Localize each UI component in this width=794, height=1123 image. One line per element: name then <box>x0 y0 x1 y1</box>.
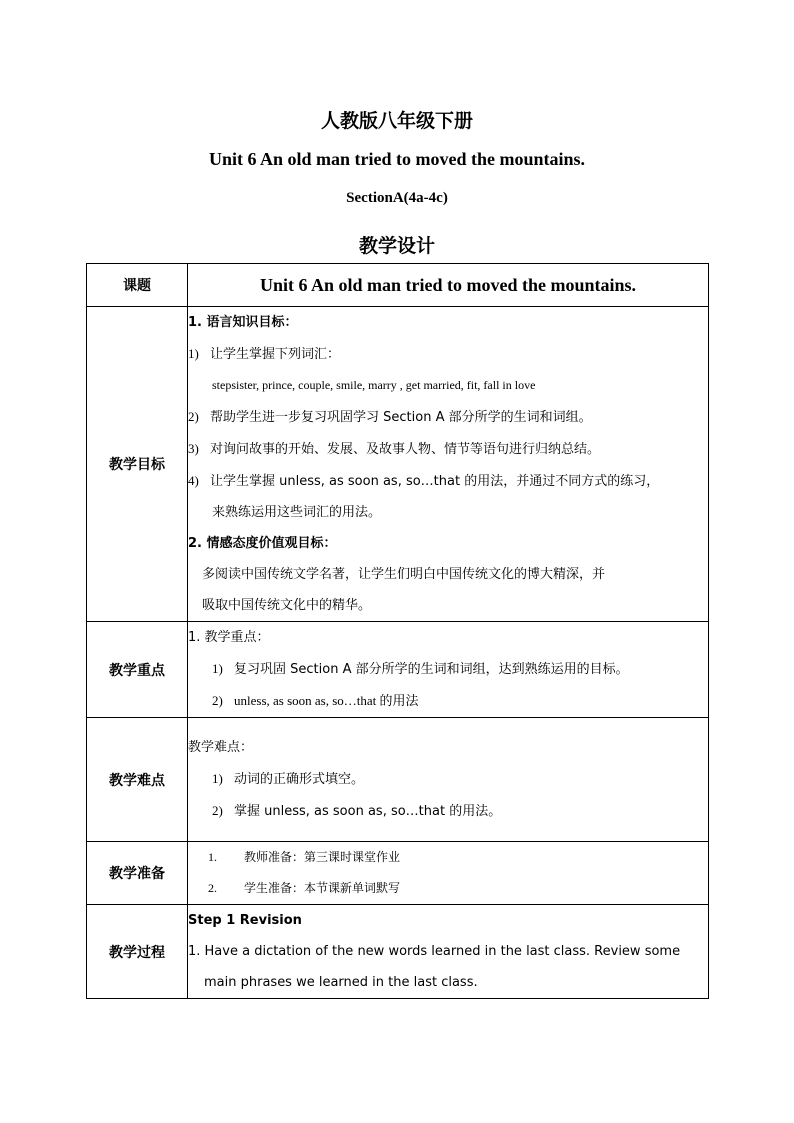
vocab-list: stepsister, prince, couple, smile, marry , get married, fit, fall in love <box>212 378 536 392</box>
goal-item: 3) 对询问故事的开始、发展、及故事人物、情节等语句进行归纳总结。 <box>188 441 601 457</box>
preparation-item: 2. 学生准备：本节课新单词默写 <box>208 881 401 895</box>
key-points-label: 教学重点 <box>87 622 188 718</box>
goals-label: 教学目标 <box>87 307 188 622</box>
goal-item: 2) 帮助学生进一步复习巩固学习 Section A 部分所学的生词和词组。 <box>188 409 592 425</box>
table-row <box>87 905 709 999</box>
preparation-label: 教学准备 <box>87 842 188 905</box>
key-points-heading: 1. 教学重点： <box>188 630 270 645</box>
process-line: main phrases we learned in the last class. <box>204 975 478 990</box>
unit-title: Unit 6 An old man tried to moved the mountains. <box>208 149 586 169</box>
emotion-goal-line: 多阅读中国传统文学名著，让学生们明白中国传统文化的博大精深，并 <box>202 567 606 582</box>
key-point-item: 2) unless, as soon as, so…that 的用法 <box>212 693 419 708</box>
emotion-goal-line: 吸取中国传统文化中的精华。 <box>202 598 372 613</box>
goals-cell <box>188 307 709 622</box>
topic-value: Unit 6 An old man tried to moved the mountains. <box>188 264 709 307</box>
difficulties-label: 教学难点 <box>87 718 188 842</box>
difficulties-cell <box>188 718 709 842</box>
process-label: 教学过程 <box>87 905 188 999</box>
difficulty-item: 1) 动词的正确形式填空。 <box>212 771 365 787</box>
process-line: 1. Have a dictation of the new words learned in the last class. Review some <box>188 944 681 959</box>
document-title: 人教版八年级下册 <box>320 110 473 132</box>
step-heading: Step 1 Revision <box>188 913 302 928</box>
design-heading: 教学设计 <box>358 235 435 257</box>
difficulty-item: 2) 掌握 unless, as soon as, so…that 的用法。 <box>212 803 502 819</box>
preparation-item: 1. 教师准备：第三课时课堂作业 <box>208 850 401 864</box>
table-row <box>87 307 709 622</box>
goal-item: 1) 让学生掌握下列词汇： <box>188 346 341 362</box>
table-row <box>87 718 709 842</box>
lesson-plan-table <box>86 263 709 999</box>
difficulties-heading: 教学难点： <box>188 740 254 755</box>
goals-heading-2: 2. 情感态度价值观目标： <box>188 536 337 551</box>
section-title: SectionA(4a-4c) <box>346 190 448 206</box>
process-cell <box>188 905 709 999</box>
topic-label: 课题 <box>87 264 188 307</box>
table-row <box>87 264 709 307</box>
goals-heading-1: 1. 语言知识目标： <box>188 315 298 330</box>
key-point-item: 1) 复习巩固 Section A 部分所学的生词和词组，达到熟练运用的目标。 <box>212 661 629 677</box>
preparation-cell <box>188 842 709 905</box>
goal-item: 4) 让学生掌握 unless, as soon as, so…that 的用法，并通过不同方式的练习， <box>188 473 660 489</box>
table-row <box>87 622 709 718</box>
goal-item-continued: 来熟练运用这些词汇的用法。 <box>212 505 382 520</box>
key-points-cell <box>188 622 709 718</box>
table-row <box>87 842 709 905</box>
